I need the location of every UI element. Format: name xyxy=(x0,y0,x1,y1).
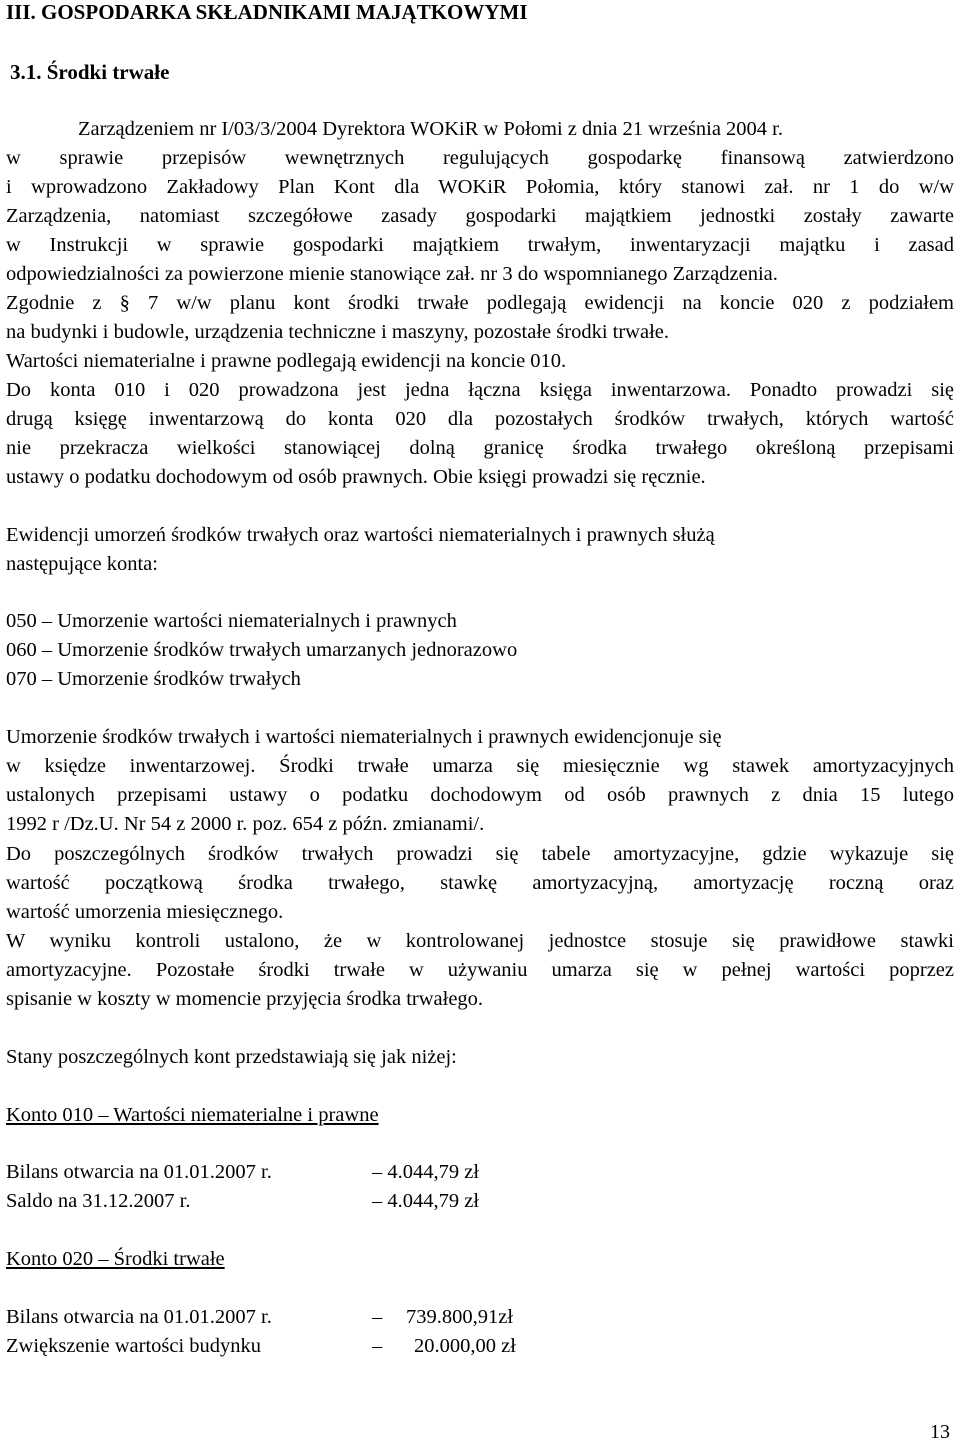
page-number: 13 xyxy=(930,1421,950,1443)
paragraph-line: Zarządzenia, natomiast szczegółowe zasady gospodarki majątkiem jednostki zostały zawarte xyxy=(6,205,954,227)
account-list-item: 070 – Umorzenie środków trwałych xyxy=(6,668,301,690)
paragraph-line: Zarządzeniem nr I/03/3/2004 Dyrektora WOKiR w Połomi z dnia 21 września 2004 r. xyxy=(78,118,783,140)
accounts-intro: Stany poszczególnych kont przedstawiają się jak niżej: xyxy=(6,1046,457,1068)
paragraph-line: Do poszczególnych środków trwałych prowadzi się tabele amortyzacyjne, gdzie wykazuje się xyxy=(6,843,954,865)
section-heading: III. GOSPODARKA SKŁADNIKAMI MAJĄTKOWYMI xyxy=(6,0,528,24)
paragraph-line: i wprowadzono Zakładowy Plan Kont dla WOKiR Połomia, który stanowi zał. nr 1 do w/w xyxy=(6,176,954,198)
paragraph-line: 1992 r /Dz.U. Nr 54 z 2000 r. poz. 654 z późn. zmianami/. xyxy=(6,813,485,835)
paragraph-line: wartość początkową środka trwałego, stawkę amortyzacyjną, amortyzację roczną oraz xyxy=(6,872,954,894)
account-010-title: Konto 010 – Wartości niematerialne i prawne xyxy=(6,1104,379,1126)
paragraph-line: w Instrukcji w sprawie gospodarki majątkiem trwałym, inwentaryzacji majątku i zasad xyxy=(6,234,954,256)
subsection-heading: 3.1. Środki trwałe xyxy=(10,60,170,84)
account-020-row-value: 739.800,91zł xyxy=(406,1306,514,1328)
paragraph-line: ustawy o podatku dochodowym od osób prawnych. Obie księgi prowadzi się ręcznie. xyxy=(6,466,706,488)
account-list-item: 060 – Umorzenie środków trwałych umarzanych jednorazowo xyxy=(6,639,518,661)
account-020-row-label: Bilans otwarcia na 01.01.2007 r. xyxy=(6,1306,272,1328)
account-020-row-value: 20.000,00 zł xyxy=(414,1335,516,1357)
paragraph-line: ustalonych przepisami ustawy o podatku dochodowym od osób prawnych z dnia 15 lutego xyxy=(6,784,954,806)
paragraph-line: Umorzenie środków trwałych i wartości niematerialnych i prawnych ewidencjonuje się xyxy=(6,726,722,748)
account-010-row-label: Bilans otwarcia na 01.01.2007 r. xyxy=(6,1161,272,1183)
paragraph-line: Zgodnie z § 7 w/w planu kont środki trwałe podlegają ewidencji na koncie 020 z podziałem xyxy=(6,292,954,314)
paragraph-line: drugą księgę inwentarzową do konta 020 dla pozostałych środków trwałych, których wartość xyxy=(6,408,954,430)
account-010-row-value: – 4.044,79 zł xyxy=(372,1190,480,1212)
paragraph-line: amortyzacyjne. Pozostałe środki trwałe w używaniu umarza się w pełnej wartości poprzez xyxy=(6,959,954,981)
account-020-row-label: Zwiększenie wartości budynku xyxy=(6,1335,262,1357)
paragraph-line: odpowiedzialności za powierzone mienie stanowiące zał. nr 3 do wspomnianego Zarządzenia. xyxy=(6,263,778,285)
paragraph-line: Do konta 010 i 020 prowadzona jest jedna łączna księga inwentarzowa. Ponadto prowadzi się xyxy=(6,379,954,401)
account-020-title: Konto 020 – Środki trwałe xyxy=(6,1248,225,1270)
paragraph-line: w sprawie przepisów wewnętrznych regulujących gospodarkę finansową zatwierdzono xyxy=(6,147,954,169)
account-010-row-label: Saldo na 31.12.2007 r. xyxy=(6,1190,191,1212)
paragraph-line: Ewidencji umorzeń środków trwałych oraz wartości niematerialnych i prawnych służą xyxy=(6,524,715,546)
paragraph-line: W wyniku kontroli ustalono, że w kontrolowanej jednostce stosuje się prawidłowe stawki xyxy=(6,930,954,952)
account-020-row-dash: – xyxy=(372,1335,383,1357)
account-020-row-dash: – xyxy=(372,1306,383,1328)
paragraph-line: wartość umorzenia miesięcznego. xyxy=(6,901,284,923)
paragraph-line: nie przekracza wielkości stanowiącej dolną granicę środka trwałego określoną przepisami xyxy=(6,437,954,459)
paragraph-line: na budynki i budowle, urządzenia techniczne i maszyny, pozostałe środki trwałe. xyxy=(6,321,669,343)
account-010-row-value: – 4.044,79 zł xyxy=(372,1161,480,1183)
paragraph-line: następujące konta: xyxy=(6,553,158,575)
paragraph-line: Wartości niematerialne i prawne podlegają ewidencji na koncie 010. xyxy=(6,350,567,372)
account-list-item: 050 – Umorzenie wartości niematerialnych i prawnych xyxy=(6,610,457,632)
paragraph-line: spisanie w koszty w momencie przyjęcia środka trwałego. xyxy=(6,988,484,1010)
paragraph-line: w księdze inwentarzowej. Środki trwałe umarza się miesięcznie wg stawek amortyzacyjnych xyxy=(6,755,954,777)
